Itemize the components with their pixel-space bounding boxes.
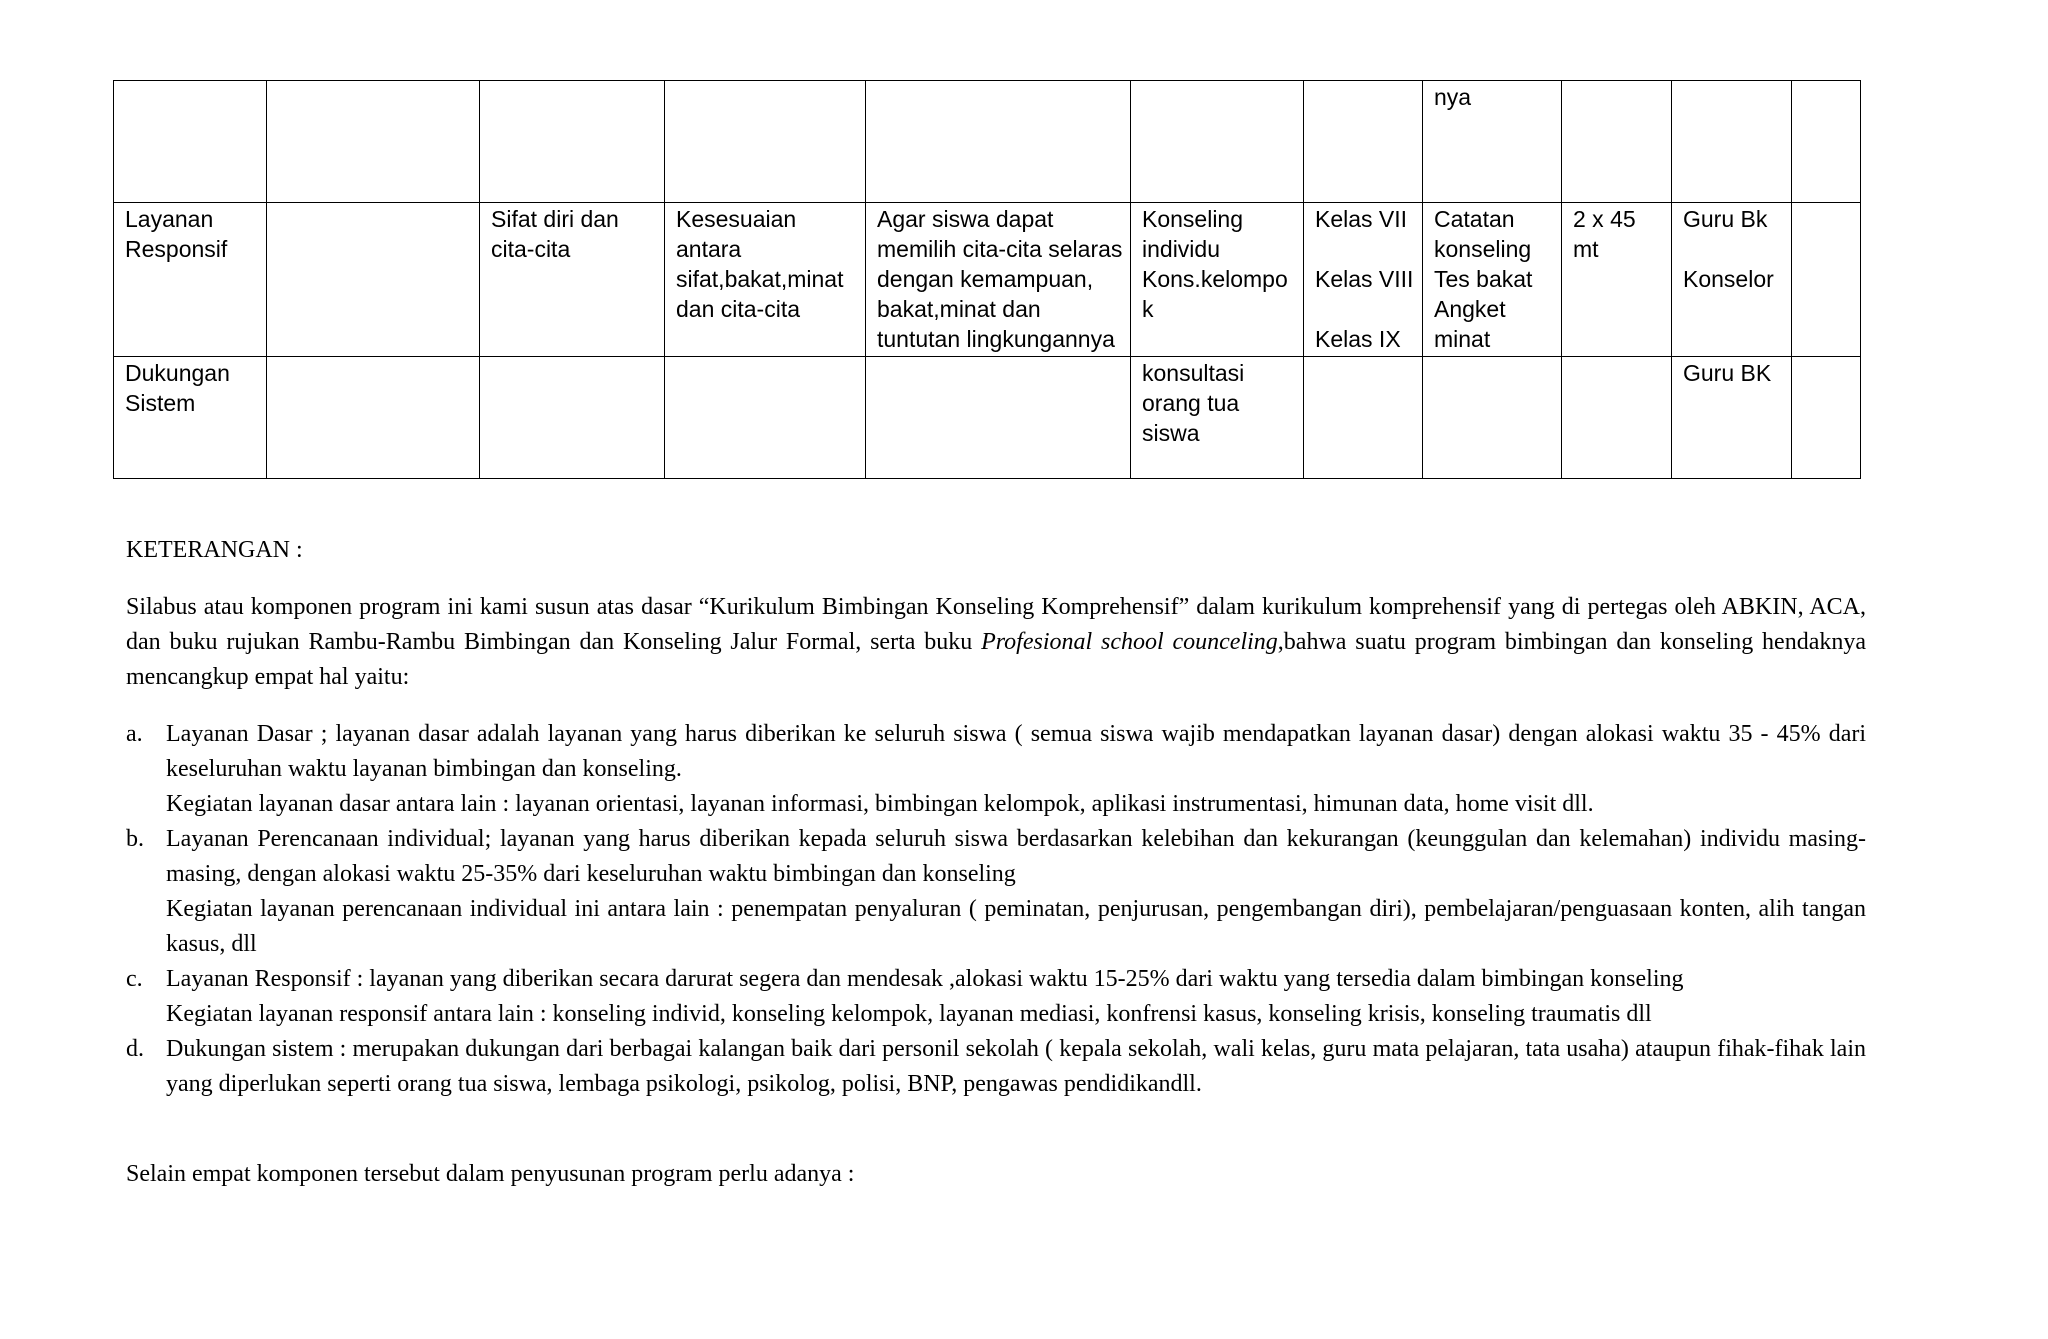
table-cell: [1562, 203, 1672, 357]
table-cell: [1562, 357, 1672, 479]
cell-text: Konselor: [1683, 266, 1774, 292]
section-heading: KETERANGAN :: [126, 537, 303, 563]
table-cell: [1423, 81, 1562, 203]
table-cell: [1562, 81, 1672, 203]
table-row: [114, 203, 1861, 357]
cell-text: Kons.kelompo: [1142, 266, 1288, 292]
cell-text: Dukungan: [125, 360, 230, 386]
table-cell: [665, 81, 866, 203]
cell-text: Sifat diri dan: [491, 206, 619, 232]
table-cell: [1131, 357, 1304, 479]
cell-text: Angket: [1434, 296, 1506, 322]
cell-text: siswa: [1142, 420, 1200, 446]
cell-text: Kelas IX: [1315, 326, 1401, 352]
cell-text: memilih cita-cita selaras: [877, 236, 1123, 262]
list-item: [126, 962, 1866, 1032]
list-marker: b.: [126, 826, 144, 852]
cell-text: minat: [1434, 326, 1491, 352]
cell-text: nya: [1434, 84, 1472, 110]
cell-text: mt: [1573, 236, 1599, 262]
cell-text: Tes bakat: [1434, 266, 1533, 292]
document-body: [126, 533, 1866, 1192]
cell-text: orang tua: [1142, 390, 1240, 416]
item-description: Layanan Perencanaan individual; layanan yang harus diberikan kepada seluruh siswa berdasarkan kelebihan dan kekurangan (keunggulan dan kelemahan) individu masing-masing, dengan alokasi waktu 25-35% dari keseluruhan waktu bimbingan dan konseling: [166, 826, 1866, 887]
cell-text: konsultasi: [1142, 360, 1245, 386]
table-cell: [1423, 203, 1562, 357]
cell-text: Kelas VII: [1315, 206, 1408, 232]
table-cell: [1672, 357, 1792, 479]
table-cell: [665, 203, 866, 357]
cell-text: Konseling: [1142, 206, 1244, 232]
cell-text: bakat,minat dan: [877, 296, 1041, 322]
table-cell: [1792, 81, 1861, 203]
cell-text: Guru BK: [1683, 360, 1772, 386]
cell-text: konseling: [1434, 236, 1532, 262]
cell-text: individu: [1142, 236, 1220, 262]
table-cell: [1672, 203, 1792, 357]
table-cell: [1792, 203, 1861, 357]
table-cell: [267, 357, 480, 479]
item-activities: Kegiatan layanan responsif antara lain : konseling individ, konseling kelompok, layanan mediasi, konfrensi kasus, konseling krisis, konseling traumatis dll: [166, 1001, 1652, 1027]
cell-text: k: [1142, 296, 1154, 322]
table-cell: [480, 203, 665, 357]
list-item: [126, 1032, 1866, 1102]
item-description: Dukungan sistem : merupakan dukungan dari berbagai kalangan baik dari personil sekolah ( kepala sekolah, wali kelas, guru mata pelajaran, tata usaha) ataupun fihak-fihak lain yang diperlukan seperti orang tua siswa, lembaga psikologi, psikolog, polisi, BNP, pengawas pendidikandll.: [166, 1036, 1866, 1097]
list-marker: d.: [126, 1036, 144, 1062]
table-cell: [1672, 81, 1792, 203]
list-marker: a.: [126, 721, 143, 747]
cell-text: Sistem: [125, 390, 196, 416]
cell-text: Responsif: [125, 236, 228, 262]
cell-text: Guru Bk: [1683, 206, 1768, 232]
table-cell: [267, 203, 480, 357]
item-description: Layanan Responsif : layanan yang diberikan secara darurat segera dan mendesak ,alokasi waktu 15-25% dari waktu yang tersedia dalam bimbingan konseling: [166, 966, 1684, 992]
intro-text-end: ,bahwa suatu program bimbingan dan konseling hendaknya mencangkup empat hal yaitu:: [126, 629, 1867, 690]
item-description: Layanan Dasar ; layanan dasar adalah layanan yang harus diberikan ke seluruh siswa ( semua siswa wajib mendapatkan layanan dasar) dengan alokasi waktu 35 - 45% dari keseluruhan waktu layanan bimbingan dan konseling.: [166, 721, 1866, 782]
table-cell: [1304, 203, 1423, 357]
table-cell: [1792, 357, 1861, 479]
table-cell: [114, 203, 267, 357]
cell-text: tuntutan lingkungannya: [877, 326, 1115, 352]
cell-text: sifat,bakat,minat: [676, 266, 844, 292]
table-cell: [866, 203, 1131, 357]
list-item: [126, 822, 1866, 962]
table-cell: [1423, 357, 1562, 479]
cell-text: Kelas VIII: [1315, 266, 1414, 292]
cell-text: Agar siswa dapat: [877, 206, 1054, 232]
intro-text-start: Silabus atau komponen program ini kami susun atas dasar “Kurikulum Bimbingan Konseling Komprehensif” dalam kurikulum komprehensif yang di pertegas oleh ABKIN, ACA, dan buku rujukan Rambu-Rambu Bimbingan dan Konseling Jalur Formal, serta buku: [126, 594, 1866, 655]
cell-text: Layanan: [125, 206, 214, 232]
table-cell: [114, 81, 267, 203]
item-activities: Kegiatan layanan perencanaan individual ini antara lain : penempatan penyaluran ( peminatan, penjurusan, pengembangan diri), pembelajaran/penguasaan konten, alih tangan kasus, dll: [166, 896, 1866, 957]
cell-text: Kesesuaian: [676, 206, 797, 232]
table-row: [114, 357, 1861, 479]
intro-paragraph: [126, 590, 1866, 695]
cell-text: 2 x 45: [1573, 206, 1636, 232]
table-cell: [480, 357, 665, 479]
table-cell: [1131, 81, 1304, 203]
cell-text: antara: [676, 236, 742, 262]
cell-text: Catatan: [1434, 206, 1515, 232]
table-cell: [1304, 357, 1423, 479]
table-cell: [866, 357, 1131, 479]
table-cell: [665, 357, 866, 479]
table-cell: [1131, 203, 1304, 357]
table-cell: [267, 81, 480, 203]
cell-text: dan cita-cita: [676, 296, 801, 322]
table-cell: [480, 81, 665, 203]
table-cell: [1304, 81, 1423, 203]
list-marker: c.: [126, 966, 143, 992]
book-title: Profesional school counceling: [981, 629, 1278, 655]
table-cell: [114, 357, 267, 479]
table-cell: [866, 81, 1131, 203]
table-row: [114, 81, 1861, 203]
list-item: [126, 717, 1866, 822]
closing-paragraph: Selain empat komponen tersebut dalam penyusunan program perlu adanya :: [126, 1161, 855, 1187]
item-activities: Kegiatan layanan dasar antara lain : layanan orientasi, layanan informasi, bimbingan kelompok, aplikasi instrumentasi, himunan data, home visit dll.: [166, 791, 1594, 817]
program-table: [113, 80, 1861, 479]
cell-text: dengan kemampuan,: [877, 266, 1094, 292]
component-list: [126, 717, 1866, 1102]
cell-text: cita-cita: [491, 236, 571, 262]
